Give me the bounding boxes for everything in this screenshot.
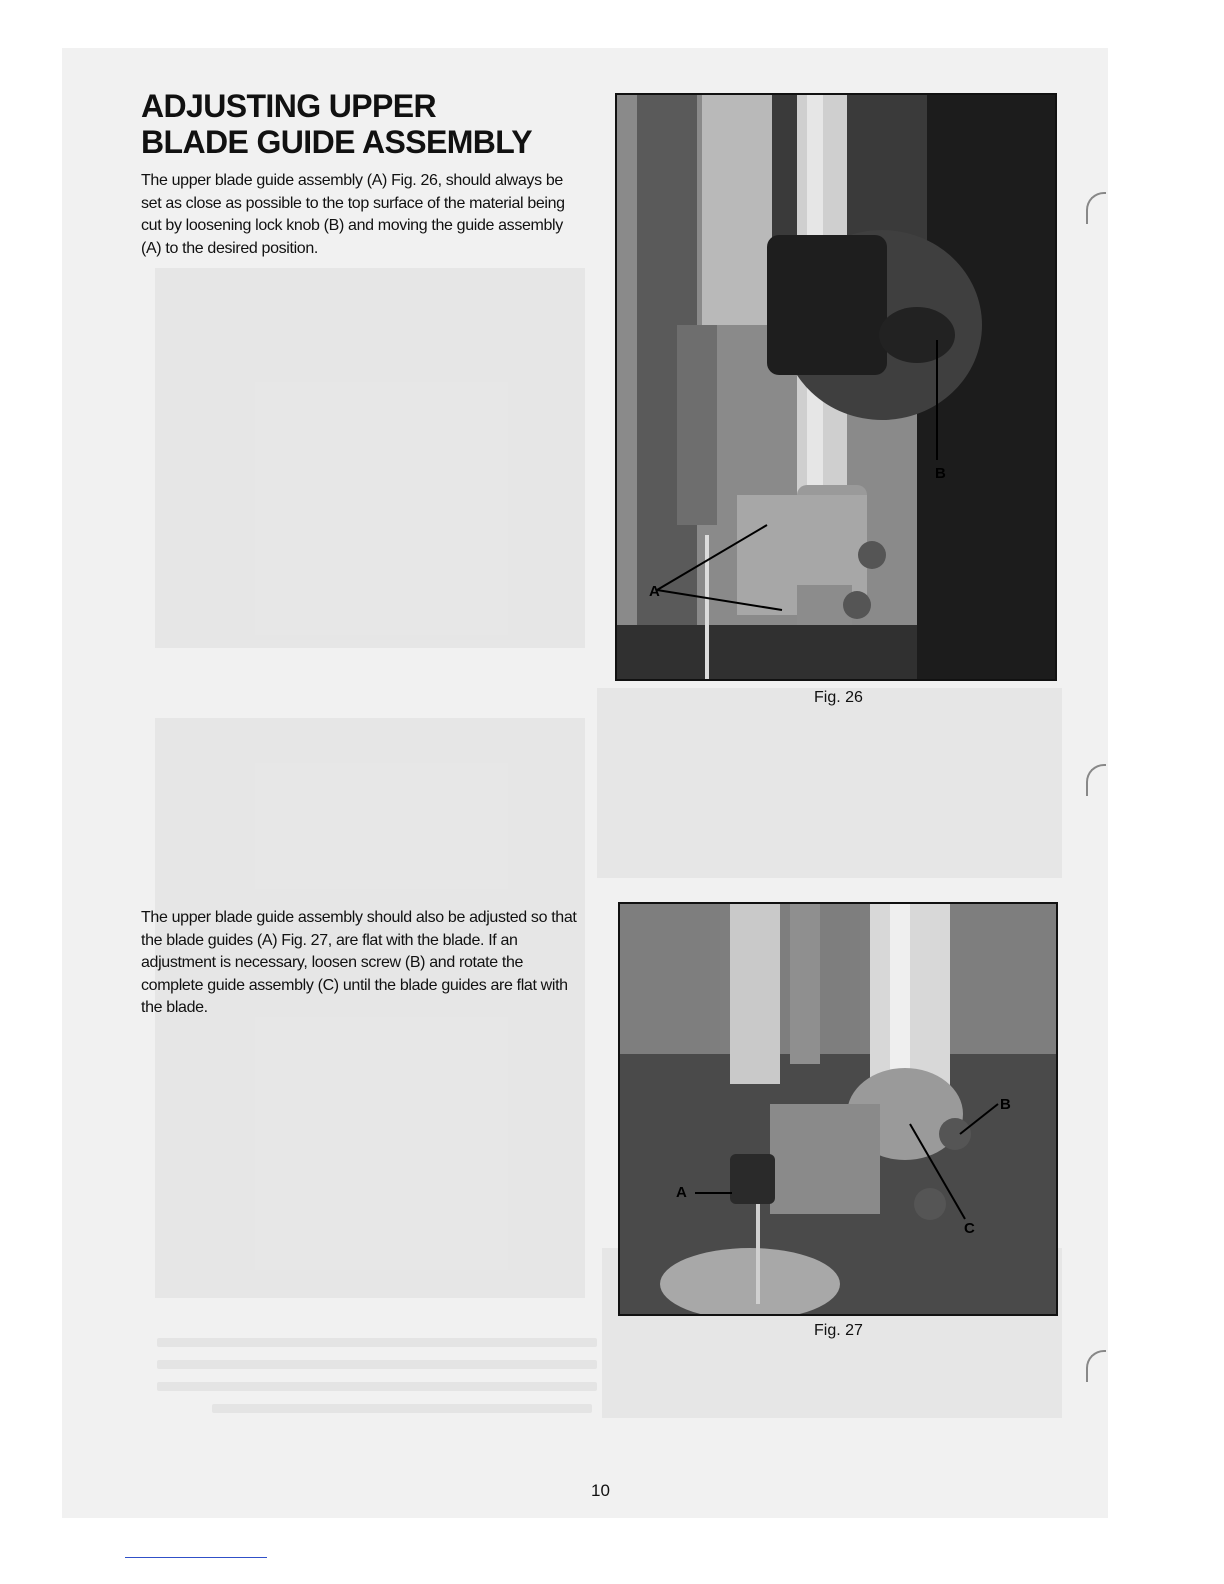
figure-26-illustration: [617, 95, 1055, 679]
bleed-through-text: [157, 1382, 597, 1391]
fig26-label-b: B: [935, 465, 946, 482]
figure-26-photo: [615, 93, 1057, 681]
paragraph-fig27-instructions: The upper blade guide assembly should also be adjusted so that the blade guides (A) Fig. 27, are flat with the blade. If an adjustment is necessary, loosen screw (B) and rotate the complete guide assembly (C) until the blade guides are flat with the blade.: [141, 909, 577, 1016]
figure-27-illustration: [620, 904, 1056, 1314]
section-title-line2: BLADE GUIDE ASSEMBLY: [141, 124, 533, 160]
bleed-through-photo: [597, 688, 1062, 878]
footer-rule: [125, 1557, 267, 1558]
fig27-label-b: B: [1000, 1096, 1011, 1113]
bleed-through-text: [212, 1404, 592, 1413]
fig26-label-a: A: [649, 583, 660, 600]
figure-27-photo: [618, 902, 1058, 1316]
bleed-through-text: [157, 1360, 597, 1369]
page-number: 10: [591, 1481, 610, 1500]
fig27-label-a: A: [676, 1184, 687, 1201]
fig27-label-c: C: [964, 1220, 975, 1237]
bleed-through-photo: [155, 268, 585, 648]
section-title-line1: ADJUSTING UPPER: [141, 88, 437, 124]
section-title: [141, 88, 601, 160]
paragraph-fig26-instructions: The upper blade guide assembly (A) Fig. 26, should always be set as close as possible to the top surface of the material being cut by loosening lock knob (B) and moving the guide assembly (A) to the desired position.: [141, 172, 565, 257]
figure-27-caption: Fig. 27: [814, 1322, 863, 1339]
figure-26-caption: Fig. 26: [814, 689, 863, 706]
bleed-through-text: [157, 1338, 597, 1347]
